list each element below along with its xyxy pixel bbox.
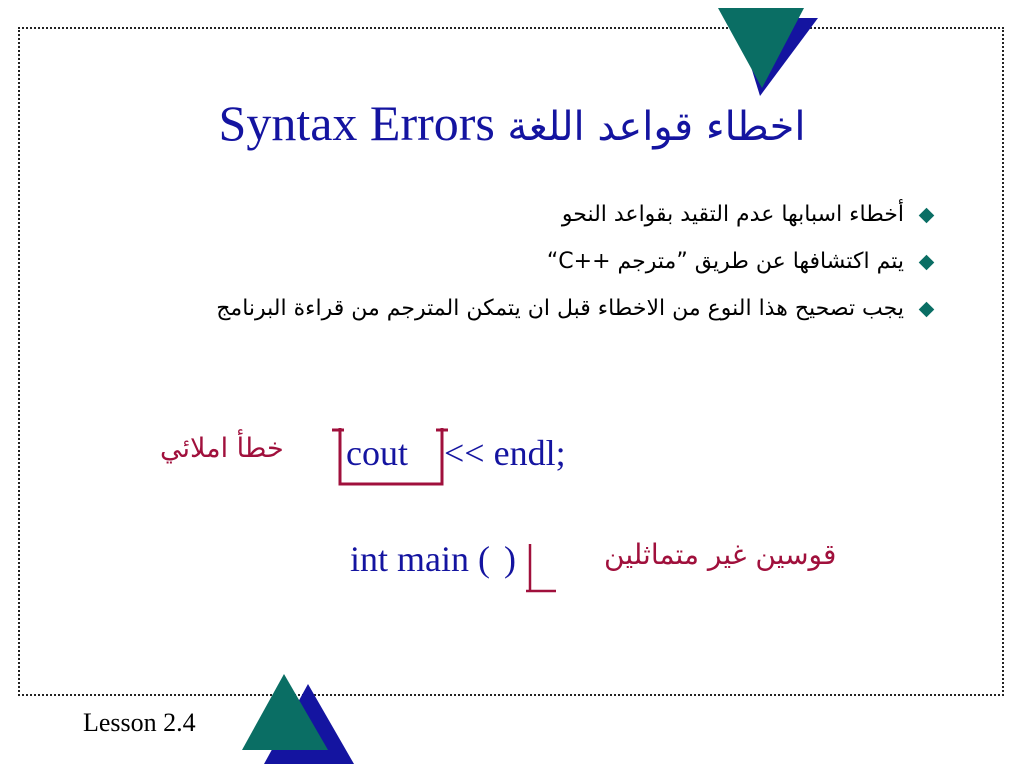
bullet-text: أخطاء اسبابها عدم التقيد بقواعد النحو [561, 202, 904, 227]
unmatched-parentheses-label: قوسين غير متماثلين [604, 538, 837, 571]
slide-title [0, 88, 1024, 158]
top-triangles-decoration [716, 6, 822, 98]
paren-error-highlight [522, 540, 562, 596]
title-arabic: اخطاء قواعد اللغة [507, 104, 806, 150]
title-english: Syntax Errors [218, 95, 495, 151]
diamond-bullet-icon [919, 302, 935, 318]
bullet-text: يجب تصحيح هذا النوع من الاخطاء قبل ان يتمكن المترجم من قراءة البرنامج [216, 296, 904, 321]
bullet-text: يتم اكتشافها عن طريق ”مترجم ++C“ [546, 249, 904, 274]
bullet-item [120, 198, 938, 232]
int-main-code [350, 538, 516, 580]
diamond-bullet-icon [919, 208, 935, 224]
bullet-item [120, 292, 938, 326]
bullet-list [120, 198, 938, 339]
spelling-error-label: خطأ املائي [160, 433, 284, 464]
cout-keyword: cout [346, 433, 408, 473]
code-prefix: int main ( [350, 539, 490, 579]
bottom-triangles-decoration [240, 672, 358, 768]
diamond-bullet-icon [919, 255, 935, 271]
error-bracket-highlight [330, 424, 450, 488]
endl-code: << endl; [444, 433, 566, 473]
code-suffix: ) [503, 539, 516, 579]
lesson-footer: Lesson 2.4 [83, 708, 196, 737]
bullet-item [120, 245, 938, 279]
